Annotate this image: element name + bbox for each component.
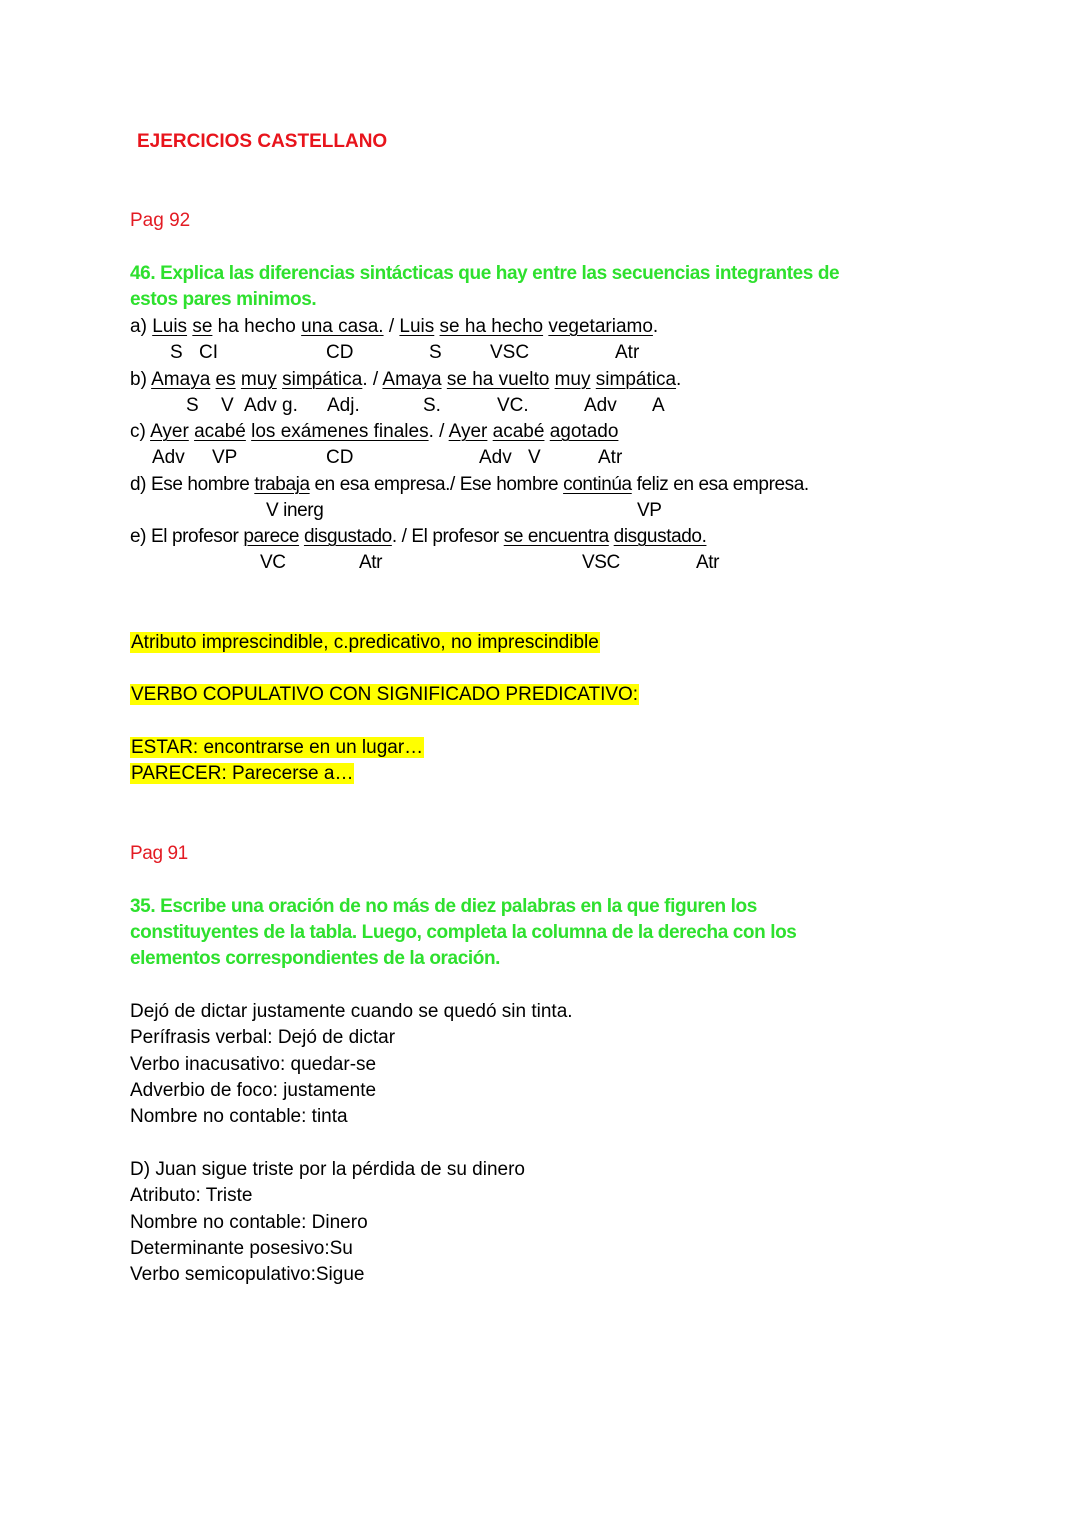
answer-1-perifrasis: Perífrasis verbal: Dejó de dictar <box>130 1027 396 1049</box>
exercise-46-item-d <box>130 472 809 498</box>
syntactic-label: VSC <box>490 342 530 363</box>
syntactic-label: Adv g. <box>244 394 298 416</box>
syntactic-label: Atr <box>598 447 623 468</box>
item-prefix: a) <box>130 316 153 337</box>
syntactic-label: VP <box>212 447 238 468</box>
syntactic-label: Atr <box>696 552 720 573</box>
syntactic-label: V inerg <box>266 499 324 521</box>
underlined-constituent: parece <box>243 526 300 547</box>
underlined-constituent: trabaja <box>254 473 310 495</box>
note-parecer-text: PARECER: Parecerse a… <box>131 763 354 784</box>
item-prefix: d) <box>130 473 151 495</box>
page-label-92: Pag 92 <box>130 210 191 231</box>
underlined-constituent: Luis <box>399 316 435 337</box>
syntactic-label: S <box>186 394 199 416</box>
underlined-constituent: los exámenes finales <box>251 421 429 442</box>
syntactic-label: CD <box>326 447 354 468</box>
syntactic-label: S <box>429 342 442 363</box>
syntactic-label: Atr <box>359 552 383 573</box>
answer-2-determinante: Determinante posesivo:Su <box>130 1237 353 1259</box>
syntactic-label: S. <box>423 394 441 416</box>
underlined-constituent: se ha vuelto <box>446 368 550 390</box>
exercise-46-item-e <box>130 524 706 550</box>
sentence-text: . <box>676 368 682 390</box>
underlined-constituent: simpática <box>595 368 677 390</box>
syntactic-label: Adv <box>479 447 512 468</box>
underlined-constituent: acabé <box>194 421 246 442</box>
document-title: EJERCICIOS CASTELLANO <box>137 131 388 152</box>
underlined-constituent: disgustado <box>303 526 392 547</box>
sentence-text: feliz en esa empresa. <box>631 473 809 495</box>
underlined-constituent: Amaya <box>382 368 442 390</box>
syntactic-label: CI <box>199 342 218 363</box>
underlined-constituent: simpática <box>282 368 363 390</box>
underlined-constituent: continúa <box>563 473 632 495</box>
note-attribute <box>130 630 600 656</box>
answer-2-atributo: Atributo: Triste <box>130 1185 253 1207</box>
syntactic-label: V <box>221 394 234 416</box>
underlined-constituent: vegetariamo <box>548 316 653 337</box>
exercise-35-title-line2: constituyentes de la tabla. Luego, completa la columna de la derecha con los <box>130 922 797 943</box>
syntactic-label: VSC <box>582 552 620 573</box>
underlined-constituent: muy <box>554 368 591 390</box>
note-parecer <box>130 761 354 787</box>
underlined-constituent: disgustado. <box>613 526 707 547</box>
syntactic-label: S <box>170 342 183 363</box>
syntactic-label: Adv <box>584 394 617 416</box>
answer-2-nombre-no-contable: Nombre no contable: Dinero <box>130 1211 368 1233</box>
syntactic-label: A <box>652 394 665 416</box>
underlined-constituent: muy <box>240 368 277 390</box>
exercise-46-item-b <box>130 367 681 393</box>
syntactic-label: Adj. <box>327 394 360 416</box>
syntactic-label: V <box>528 447 541 468</box>
underlined-constituent: se <box>192 316 213 337</box>
note-estar-text: ESTAR: encontrarse en un lugar… <box>131 737 424 758</box>
syntactic-label: Adv <box>152 447 185 468</box>
underlined-constituent: acabé <box>492 421 545 442</box>
sentence-text: . / <box>428 421 449 442</box>
note-copulative-heading <box>130 682 639 708</box>
exercise-46-item-a <box>130 314 658 340</box>
sentence-text: ha hecho <box>212 316 302 337</box>
note-copulative-heading-text: VERBO COPULATIVO CON SIGNIFICADO PREDICATIVO: <box>131 684 639 705</box>
answer-1-nombre-no-contable: Nombre no contable: tinta <box>130 1106 348 1128</box>
sentence-text: . / El profesor <box>391 526 504 547</box>
underlined-constituent: Ayer <box>150 421 189 442</box>
sentence-text: Ese hombre <box>150 473 255 495</box>
syntactic-label: VC <box>260 552 286 573</box>
page-label-91: Pag 91 <box>130 843 188 864</box>
note-attribute-text: Atributo imprescindible, c.predicativo, no imprescindible <box>131 632 599 653</box>
exercise-46-item-c <box>130 419 618 445</box>
item-prefix: e) <box>130 526 151 547</box>
sentence-text: El profesor <box>150 526 244 547</box>
answer-2-sentence: D) Juan sigue triste por la pérdida de su dinero <box>130 1159 526 1180</box>
item-prefix: c) <box>130 421 151 442</box>
sentence-text: . / <box>362 368 383 390</box>
note-estar <box>130 735 424 761</box>
syntactic-label: VP <box>637 499 662 521</box>
sentence-text: . <box>652 316 659 337</box>
sentence-text: / <box>383 316 400 337</box>
underlined-constituent: Ayer <box>448 421 488 442</box>
answer-2-semicopulativo: Verbo semicopulativo:Sigue <box>130 1264 365 1286</box>
exercise-35-title-line1: 35. Escribe una oración de no más de diez palabras en la que figuren los <box>130 896 757 917</box>
exercise-46-title-line2: estos pares minimos. <box>130 289 317 310</box>
underlined-constituent: Amaya <box>151 368 211 390</box>
underlined-constituent: es <box>215 368 236 390</box>
syntactic-label: Atr <box>615 342 640 363</box>
underlined-constituent: Luis <box>152 316 188 337</box>
underlined-constituent: se encuentra <box>503 526 609 547</box>
answer-block-2 <box>130 1157 525 1288</box>
answer-1-sentence: Dejó de dictar justamente cuando se quedó sin tinta. <box>130 1001 573 1022</box>
underlined-constituent: se ha hecho <box>439 316 544 337</box>
exercise-35-title-line3: elementos correspondientes de la oración. <box>130 948 501 969</box>
item-prefix: b) <box>130 368 152 390</box>
answer-1-inacusativo: Verbo inacusativo: quedar-se <box>130 1053 377 1075</box>
sentence-text: en esa empresa./ Ese hombre <box>309 473 564 495</box>
underlined-constituent: agotado <box>549 421 619 442</box>
exercise-46-title-line1: 46. Explica las diferencias sintácticas que hay entre las secuencias integrantes de <box>130 263 840 284</box>
underlined-constituent: una casa. <box>301 316 384 337</box>
syntactic-label: CD <box>326 342 354 363</box>
answer-block-1 <box>130 999 573 1130</box>
syntactic-label: VC. <box>497 394 529 416</box>
answer-1-adverbio-foco: Adverbio de foco: justamente <box>130 1079 377 1101</box>
